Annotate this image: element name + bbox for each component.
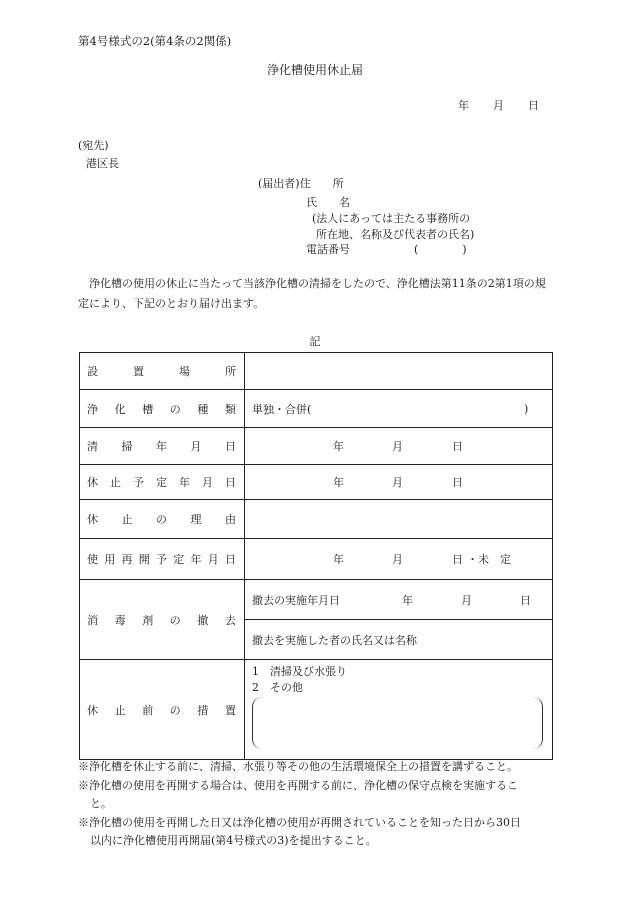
label-char: 消	[87, 613, 98, 627]
value-remover	[245, 620, 553, 660]
label-char: 年	[179, 476, 190, 489]
label-char: 置	[133, 365, 144, 378]
removal-year: 年	[402, 593, 413, 607]
label-char: 開	[138, 553, 150, 566]
label-disinfectant	[80, 612, 244, 628]
note-1: ※浄化槽を休止する前に、清掃、水張り等その他の生活環境保全上の措置を講ずること。	[78, 760, 518, 773]
remover-label: 撤去を実施した者の氏名又は名称	[252, 633, 417, 647]
label-cleaning-date	[80, 438, 244, 454]
label-char: 予	[156, 553, 167, 566]
label-char: 再	[121, 553, 133, 566]
label-char: 月	[207, 553, 219, 566]
label-char: の	[156, 513, 167, 526]
notification-table	[79, 352, 553, 760]
type-choice: 単独・合併(	[252, 402, 312, 416]
label-char: 設	[87, 365, 98, 378]
label-char: 理	[190, 513, 202, 526]
suspend-year: 年	[333, 476, 344, 489]
value-location	[245, 353, 553, 390]
label-location	[80, 363, 244, 379]
resume-year: 年	[333, 553, 344, 566]
label-measures	[80, 702, 244, 718]
label-char: 掃	[121, 440, 133, 453]
phone-label: 電話番号	[306, 243, 350, 256]
label-char: 日	[225, 553, 236, 566]
corporate-note-line1: (法人にあっては主たる事務所の	[312, 212, 471, 225]
label-char: 休	[87, 476, 98, 489]
label-char: 前	[142, 703, 154, 717]
date-year: 年	[458, 99, 469, 112]
label-char: 置	[224, 703, 236, 717]
row-type	[80, 390, 553, 428]
row-disinfectant-date	[80, 580, 553, 620]
addressee-name: 港区長	[86, 157, 119, 170]
value-suspend-date	[245, 465, 553, 500]
cleaning-day: 日	[452, 440, 463, 453]
removal-day: 日	[520, 593, 531, 607]
corporate-note-line2: 所在地、名称及び代表者の氏名)	[316, 228, 475, 241]
label-char: 撤	[197, 613, 209, 627]
cleaning-month: 月	[392, 440, 403, 453]
body-paragraph	[78, 274, 552, 314]
label-char: 剤	[142, 613, 154, 627]
other-details-bracket	[252, 697, 543, 749]
measure-option-2: 2 その他	[252, 681, 303, 694]
measure-option-1: 1 清掃及び水張り	[252, 665, 347, 678]
label-char: 化	[114, 402, 126, 416]
cleaning-year: 年	[333, 440, 344, 453]
label-char: 所	[225, 365, 236, 378]
label-char: 休	[87, 513, 98, 526]
label-char: 由	[225, 513, 236, 526]
label-char: 種	[197, 402, 209, 416]
row-cleaning-date	[80, 428, 553, 465]
note-2: ※浄化槽の使用を再開する場合は、使用を再開する前に、浄化槽の保守点検を実施するこ	[78, 779, 518, 792]
value-reason	[245, 500, 553, 539]
label-char: 清	[87, 440, 98, 453]
applicant-address-label: (届出者)住 所	[258, 177, 344, 190]
label-char: の	[169, 613, 181, 627]
label-char: 止	[110, 476, 121, 489]
label-char: 用	[104, 553, 116, 566]
note-3-cont: 以内に浄化槽使用再開届(第4号様式の3)を提出すること。	[90, 834, 377, 847]
value-type	[245, 390, 553, 428]
label-char: の	[169, 402, 181, 416]
date-day: 日	[528, 99, 539, 112]
row-reason	[80, 500, 553, 539]
note-3: ※浄化槽の使用を再開した日又は浄化槽の使用が再開されていることを知った日から30日	[78, 816, 521, 829]
label-resume-date	[80, 551, 244, 567]
applicant-name-label: 氏 名	[306, 196, 350, 209]
label-char: 年	[156, 440, 167, 453]
label-char: 日	[225, 440, 236, 453]
label-char: 措	[197, 703, 209, 717]
value-resume-date	[245, 539, 553, 580]
type-close-paren: )	[524, 402, 529, 415]
value-cleaning-date	[245, 428, 553, 465]
suspend-day: 日	[452, 476, 463, 489]
label-char: 定	[173, 553, 185, 566]
label-char: 止	[121, 513, 133, 526]
addressee-label: (宛先)	[78, 139, 109, 152]
date-month: 月	[493, 99, 504, 112]
form-number: 第4号様式の2(第4条の2関係)	[78, 34, 232, 48]
removal-date-label: 撤去の実施年月日	[252, 593, 340, 607]
resume-undecided: ・未 定	[467, 553, 511, 566]
label-char: 止	[114, 703, 126, 717]
label-char: 場	[179, 365, 190, 378]
row-location	[80, 353, 553, 390]
resume-month: 月	[392, 553, 403, 566]
label-char: 去	[224, 613, 236, 627]
label-suspend-date	[80, 474, 244, 490]
row-resume-date	[80, 539, 553, 580]
suspend-month: 月	[392, 476, 403, 489]
label-char: 槽	[142, 402, 154, 416]
label-char: の	[169, 703, 181, 717]
label-char: 毒	[114, 613, 126, 627]
label-char: 使	[87, 553, 98, 566]
phone-field: ( )	[414, 243, 467, 256]
label-char: 日	[225, 476, 236, 489]
document-title: 浄化槽使用休止届	[266, 63, 363, 77]
value-removal-date	[245, 580, 553, 620]
label-char: 予	[133, 476, 144, 489]
label-type	[80, 401, 244, 417]
value-measures	[245, 660, 553, 760]
label-char: 年	[190, 553, 202, 566]
ki-heading: 記	[309, 335, 321, 348]
submission-date	[458, 97, 539, 113]
label-char: 月	[202, 476, 213, 489]
label-char: 定	[156, 476, 167, 489]
label-char: 類	[224, 402, 236, 416]
removal-month: 月	[461, 593, 472, 607]
row-suspend-date	[80, 465, 553, 500]
note-2-cont: と。	[90, 797, 112, 810]
row-measures	[80, 660, 553, 760]
label-char: 月	[190, 440, 202, 453]
label-char: 休	[87, 703, 98, 717]
resume-day: 日	[452, 553, 463, 566]
label-reason	[80, 511, 244, 527]
label-char: 浄	[87, 402, 98, 416]
body-text: 浄化槽の使用の休止に当たって当該浄化槽の清掃をしたので、浄化槽法第11条の2第1項の規定により、下記のとおり届け出ます。	[78, 277, 546, 310]
